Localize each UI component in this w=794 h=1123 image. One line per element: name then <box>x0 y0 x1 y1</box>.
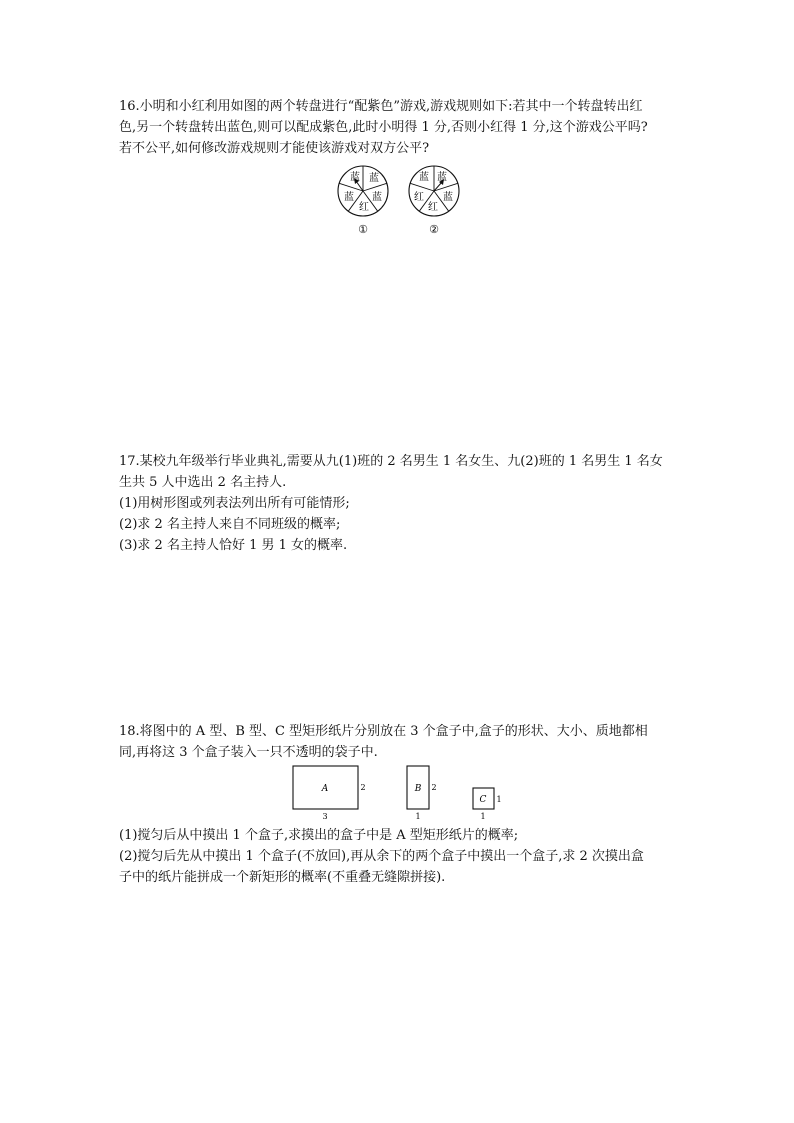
spinner2-sector-label: 蓝 <box>419 172 429 183</box>
spinner1-caption: ① <box>358 223 368 236</box>
q16-line-3: 若不公平,如何修改游戏规则才能使该游戏对双方公平? <box>119 141 430 156</box>
rect-a <box>293 766 366 821</box>
rect-c-width: 1 <box>480 812 486 821</box>
spinner1-sector-label: 蓝 <box>372 192 382 203</box>
rect-c-label: C <box>479 795 487 805</box>
rect-c-height: 1 <box>496 795 502 804</box>
rect-c <box>473 788 502 821</box>
spinner1-sector-label: 蓝 <box>369 173 379 184</box>
spinner1-sector-label: 红 <box>359 202 369 213</box>
q18-line-4: (2)搅匀后先从中摸出 1 个盒子(不放回),再从余下的两个盒子中摸出一个盒子,求 2 次摸出盒 <box>119 849 644 864</box>
spinner2-sector-label: 蓝 <box>437 172 447 183</box>
q16-line-2: 色,另一个转盘转出蓝色,则可以配成紫色,此时小明得 1 分,否则小红得 1 分,这个游戏公平吗? <box>119 120 648 135</box>
spinner-2 <box>409 166 459 236</box>
rect-a-height: 2 <box>360 783 366 792</box>
q17-line-4: (2)求 2 名主持人来自不同班级的概率; <box>119 517 341 532</box>
q18-line-1: 18.将图中的 A 型、B 型、C 型矩形纸片分别放在 3 个盒子中,盒子的形状、大小、质地都相 <box>119 724 648 739</box>
q18-line-2: 同,再将这 3 个盒子装入一只不透明的袋子中. <box>119 745 378 760</box>
q18-line-3: (1)搅匀后从中摸出 1 个盒子,求摸出的盒子中是 A 型矩形纸片的概率; <box>119 828 519 843</box>
spinners-figure <box>330 160 470 240</box>
spinner2-sector-label: 蓝 <box>443 192 453 203</box>
spinner1-sector-label: 蓝 <box>350 172 360 183</box>
rect-a-width: 3 <box>322 812 328 821</box>
rect-a-label: A <box>321 784 329 794</box>
q16-line-1: 16.小明和小红利用如图的两个转盘进行“配紫色”游戏,游戏规则如下:若其中一个转盘转出红 <box>119 99 643 114</box>
q18-line-5: 子中的纸片能拼成一个新矩形的概率(不重叠无缝隙拼接). <box>119 870 446 885</box>
rect-b-height: 2 <box>431 783 437 792</box>
spinner2-caption: ② <box>429 223 439 236</box>
rectangles-figure <box>288 762 508 824</box>
q17-line-1: 17.某校九年级举行毕业典礼,需要从九(1)班的 2 名男生 1 名女生、九(2)班的 1 名男生 1 名女 <box>119 454 663 469</box>
q17-line-2: 生共 5 人中选出 2 名主持人. <box>119 475 287 490</box>
spinner2-sector-label: 红 <box>414 192 424 203</box>
spinner1-sector-label: 蓝 <box>344 192 354 203</box>
spinner2-sector-label: 红 <box>428 202 438 213</box>
rect-b <box>407 766 437 821</box>
spinner-1 <box>338 166 388 236</box>
q17-line-3: (1)用树形图或列表法列出所有可能情形; <box>119 496 350 511</box>
rect-b-label: B <box>414 784 422 794</box>
q17-line-5: (3)求 2 名主持人恰好 1 男 1 女的概率. <box>119 538 348 553</box>
rect-b-width: 1 <box>415 812 421 821</box>
